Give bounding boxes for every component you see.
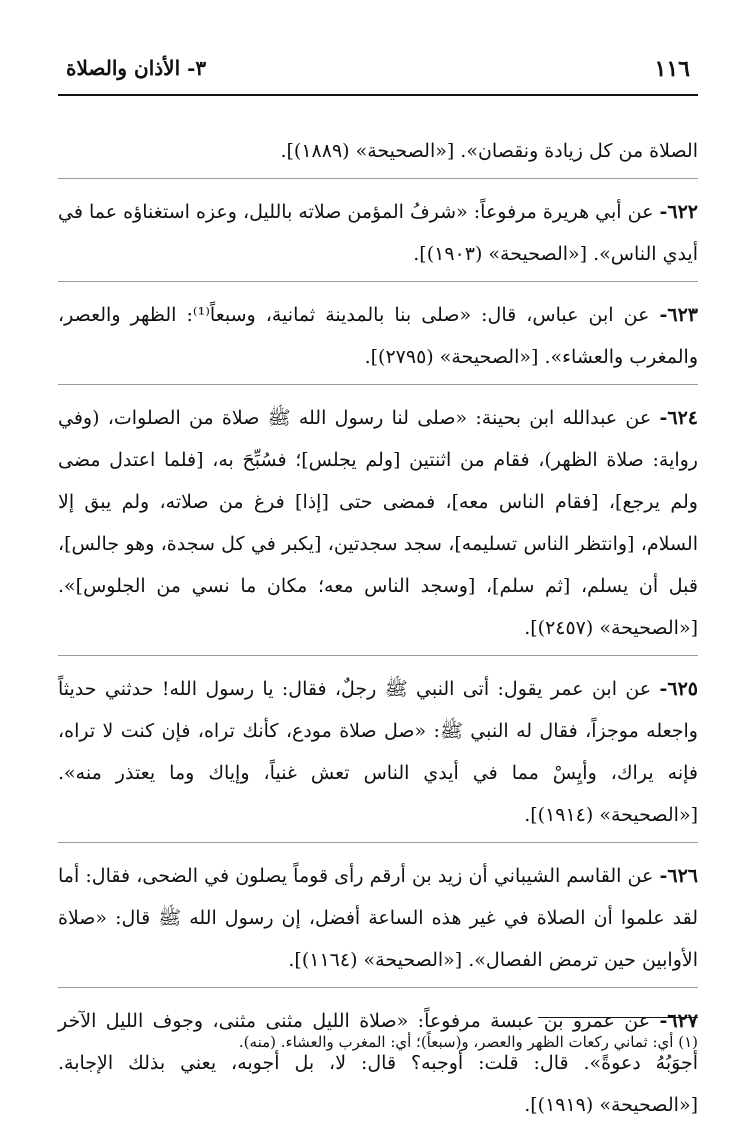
separator bbox=[58, 655, 698, 656]
hadith-text: عن عمرو بن عبسة مرفوعاً: «صلاة الليل مثنى مثنى، وجوف الليل الآخر أجوَبُهُ دعوةً». قال: قلت: أوجبه؟ قال: لا، بل أجوبه، يعني بذلك الإجابة. [«الصحيحة» (١٩١٩)]. bbox=[58, 1010, 698, 1116]
hadith-622 bbox=[58, 191, 698, 275]
hadith-number: ٦٢٤- bbox=[659, 407, 698, 429]
separator bbox=[58, 384, 698, 385]
paragraph-text: الصلاة من كل زيادة ونقصان». [«الصحيحة» (١٨٨٩)]. bbox=[280, 140, 698, 162]
hadith-number: ٦٢٢- bbox=[659, 201, 698, 223]
book-page bbox=[58, 48, 699, 1116]
page-header bbox=[58, 48, 698, 96]
hadith-text: عن ابن عباس، قال: «صلى بنا بالمدينة ثمانية، وسبعاً⁽¹⁾: الظهر والعصر، والمغرب والعشاء». [«الصحيحة» (٢٧٩٥)]. bbox=[58, 304, 698, 368]
separator bbox=[58, 987, 698, 988]
hadith-text: عن ابن عمر يقول: أتى النبي ﷺ رجلٌ، فقال: يا رسول الله! حدثني حديثاً واجعله موجزاً، فقال له النبي ﷺ: «صل صلاة مودع، كأنك تراه، فإن كنت لا تراه، فإنه يراك، وأيِسْ مما في أيدي الناس تعش غنياً، وإياك وما يعتذر منه». [«الصحيحة» (١٩١٤)]. bbox=[58, 678, 698, 826]
separator bbox=[58, 842, 698, 843]
hadith-number: ٦٢٣- bbox=[659, 304, 699, 326]
hadith-626 bbox=[58, 855, 698, 981]
hadith-text: عن عبدالله ابن بحينة: «صلى لنا رسول الله ﷺ صلاة من الصلوات، (وفي رواية: صلاة الظهر)، فقام من اثنتين [ولم يجلس]؛ فسُبِّحَ به، [فلما اعتدل مضى ولم يرجع]، [فقام الناس معه]، فمضى حتى [إذا] فرغ من صلاته، ولم يبق إلا السلام، [وانتظر الناس تسليمه]، سجد سجدتين، [يكبر في كل سجدة، وهو جالس]، قبل أن يسلم، [ثم سلم]، [وسجد الناس معه؛ مكان ما نسي من الجلوس]». [«الصحيحة» (٢٤٥٧)]. bbox=[58, 407, 698, 639]
paragraph-continuation bbox=[58, 130, 698, 172]
hadith-number: ٦٢٧- bbox=[659, 1010, 698, 1032]
chapter-title: ٣- الأذان والصلاة bbox=[66, 56, 207, 80]
separator bbox=[58, 178, 698, 179]
footnote: (١) أي: ثماني ركعات الظهر والعصر، و(سبعاً)؛ أي: المغرب والعشاء. (منه). bbox=[238, 1033, 698, 1051]
hadith-number: ٦٢٥- bbox=[659, 678, 698, 700]
hadith-text: عن أبي هريرة مرفوعاً: «شرفُ المؤمن صلاته بالليل، وعزه استغناؤه عما في أيدي الناس». [«الصحيحة» (١٩٠٣)]. bbox=[58, 201, 698, 265]
hadith-627 bbox=[58, 1000, 698, 1126]
footnote-rule bbox=[538, 1017, 698, 1018]
page-number: ١١٦ bbox=[654, 56, 690, 82]
separator bbox=[58, 281, 698, 282]
hadith-number: ٦٢٦- bbox=[659, 865, 698, 887]
hadith-text: عن القاسم الشيباني أن زيد بن أرقم رأى قوماً يصلون في الضحى، فقال: أما لقد علموا أن الصلاة في غير هذه الساعة أفضل، إن رسول الله ﷺ قال: «صلاة الأوابين حين ترمض الفصال». [«الصحيحة» (١١٦٤)]. bbox=[58, 865, 698, 971]
page-body bbox=[58, 130, 698, 1126]
hadith-625 bbox=[58, 668, 698, 836]
hadith-623 bbox=[58, 294, 698, 378]
hadith-624 bbox=[58, 397, 698, 649]
